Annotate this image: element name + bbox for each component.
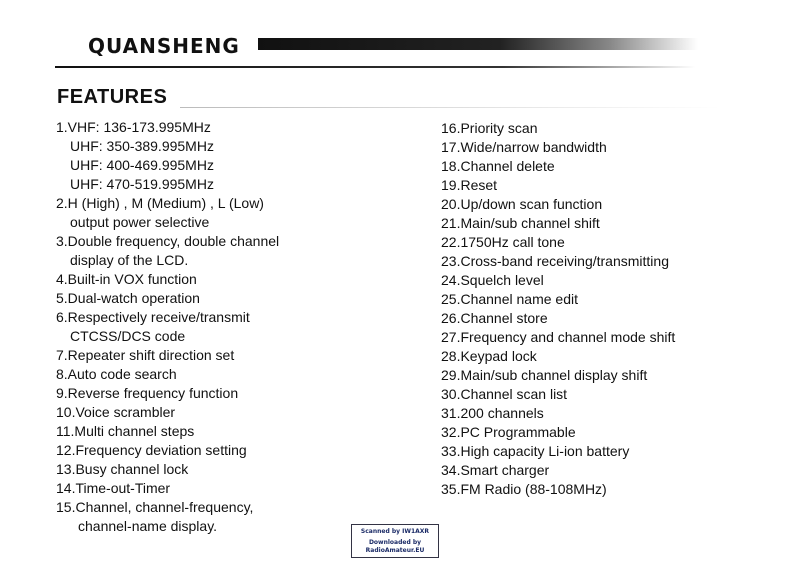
feature-continuation: UHF: 470-519.995MHz [70,176,214,192]
feature-item: 27.Frequency and channel mode shift [441,329,676,345]
feature-item [56,441,386,460]
feature-item [56,460,386,479]
feature-text: 11.Multi channel steps [56,423,195,439]
feature-continuation: channel-name display. [78,518,218,534]
header-bar [258,38,698,50]
feature-text: 6.Respectively receive/transmit [56,309,250,325]
feature-continuation: UHF: 400-469.995MHz [70,157,214,173]
feature-text: 12.Frequency deviation setting [56,442,247,458]
feature-item: 17.Wide/narrow bandwidth [441,139,607,155]
feature-text: 5.Dual-watch operation [56,290,200,306]
feature-continuation: output power selective [70,214,210,230]
feature-item [56,308,386,346]
page-title: FEATURES [57,86,168,108]
feature-item: 20.Up/down scan function [441,196,603,212]
feature-item: 28.Keypad lock [441,348,537,364]
feature-item: 26.Channel store [441,310,548,326]
feature-item: 24.Squelch level [441,272,544,288]
page-header [88,34,708,64]
feature-continuation: CTCSS/DCS code [70,328,186,344]
features-list-left [56,118,386,536]
feature-text: 2.H (High) , M (Medium) , L (Low) [56,195,264,211]
feature-item: 34.Smart charger [441,462,550,478]
stamp-line: Scanned by IW1AXR [360,528,430,535]
header-rule [55,66,695,68]
feature-item: 29.Main/sub channel display shift [441,367,648,383]
feature-item [56,498,386,536]
feature-item: 19.Reset [441,177,498,193]
feature-text: 8.Auto code search [56,366,177,382]
feature-item: 23.Cross-band receiving/transmitting [441,253,669,269]
title-rule [180,107,720,108]
brand-logo: QUANSHENG [88,34,240,58]
feature-item [56,289,386,308]
feature-text: 10.Voice scrambler [56,404,176,420]
feature-continuation: display of the LCD. [70,252,189,268]
feature-text: 13.Busy channel lock [56,461,189,477]
feature-item [56,346,386,365]
feature-item: 35.FM Radio (88-108MHz) [441,481,607,497]
feature-continuation: UHF: 350-389.995MHz [70,138,214,154]
feature-item: 22.1750Hz call tone [441,234,565,250]
feature-item: 16.Priority scan [441,120,538,136]
features-list-right [441,119,771,499]
feature-item: 18.Channel delete [441,158,555,174]
stamp-line: RadioAmateur.EU [365,547,425,554]
feature-item [56,422,386,441]
scan-stamp [351,524,439,558]
feature-item [56,194,386,232]
feature-item: 21.Main/sub channel shift [441,215,600,231]
stamp-line: Downloaded by [368,539,422,546]
feature-item: 32.PC Programmable [441,424,576,440]
feature-item [56,403,386,422]
feature-text: 3.Double frequency, double channel [56,233,280,249]
feature-item: 30.Channel scan list [441,386,568,402]
feature-item [56,365,386,384]
feature-item [56,232,386,270]
feature-item: 25.Channel name edit [441,291,578,307]
feature-item: 33.High capacity Li-ion battery [441,443,630,459]
feature-item [56,118,386,194]
feature-item [56,479,386,498]
feature-item: 31.200 channels [441,405,544,421]
feature-text: 1.VHF: 136-173.995MHz [56,119,211,135]
feature-text: 4.Built-in VOX function [56,271,197,287]
feature-text: 9.Reverse frequency function [56,385,239,401]
feature-item [56,384,386,403]
feature-item [56,270,386,289]
feature-text: 15.Channel, channel-frequency, [56,499,254,515]
feature-text: 14.Time-out-Timer [56,480,171,496]
feature-text: 7.Repeater shift direction set [56,347,235,363]
